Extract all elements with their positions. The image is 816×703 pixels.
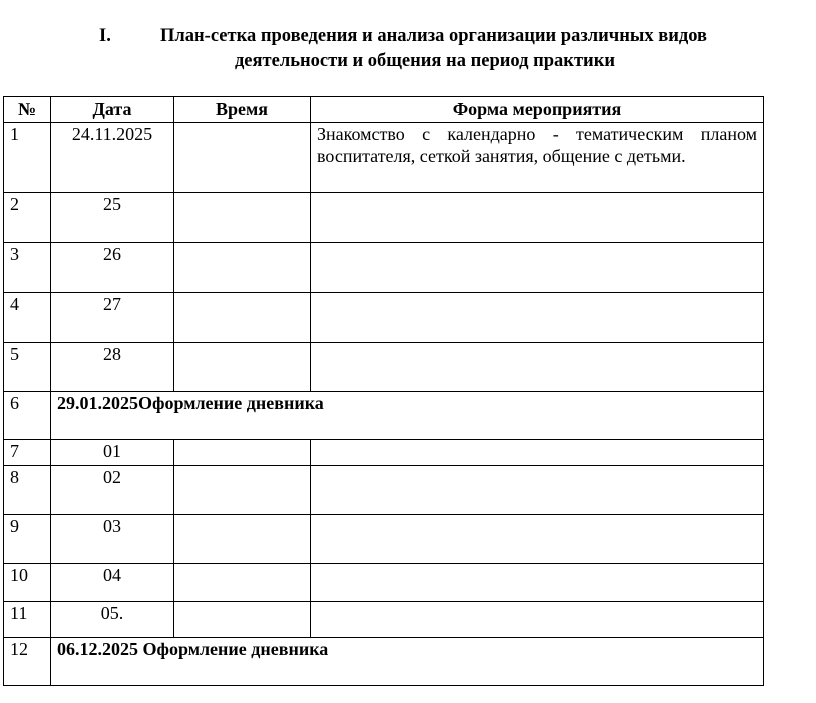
row-date: 04 [51, 564, 174, 602]
table-row [4, 638, 764, 686]
row-number: 11 [4, 602, 51, 638]
plan-table [3, 96, 764, 686]
row-number: 12 [4, 638, 51, 686]
header-date: Дата [51, 97, 174, 123]
row-time [174, 602, 311, 638]
row-activity [311, 466, 764, 515]
row-activity [311, 602, 764, 638]
table-row [4, 564, 764, 602]
row-activity [311, 193, 764, 243]
heading-line-1: План-сетка проведения и анализа организации различных видов [160, 26, 708, 46]
row-date: 26 [51, 243, 174, 293]
table-row [4, 392, 764, 440]
row-time [174, 243, 311, 293]
heading-number: I. [99, 26, 111, 46]
header-number: № [4, 97, 51, 123]
table-row [4, 193, 764, 243]
row-time [174, 466, 311, 515]
table-row [4, 123, 764, 193]
row-time [174, 293, 311, 343]
row-activity [311, 515, 764, 564]
row-number: 1 [4, 123, 51, 193]
row-date: 03 [51, 515, 174, 564]
row-date: 01 [51, 440, 174, 466]
header-time: Время [174, 97, 311, 123]
row-time [174, 564, 311, 602]
table-row [4, 243, 764, 293]
row-number: 8 [4, 466, 51, 515]
row-activity [311, 440, 764, 466]
table-row [4, 343, 764, 392]
row-activity: Знакомство с календарно - тематическим планом воспитателя, сеткой занятия, общение с детьми. [311, 123, 764, 193]
row-time [174, 123, 311, 193]
row-time [174, 515, 311, 564]
table-row [4, 466, 764, 515]
header-activity: Форма мероприятия [311, 97, 764, 123]
row-date: 24.11.2025 [51, 123, 174, 193]
row-number: 10 [4, 564, 51, 602]
table-row [4, 602, 764, 638]
row-date: 25 [51, 193, 174, 243]
row-number: 9 [4, 515, 51, 564]
table-header-row [4, 97, 764, 123]
row-time [174, 193, 311, 243]
table-row [4, 440, 764, 466]
row-date: 05. [51, 602, 174, 638]
table-row [4, 293, 764, 343]
row-date: 28 [51, 343, 174, 392]
row-merged-note: 06.12.2025 Оформление дневника [51, 638, 764, 686]
table-row [4, 515, 764, 564]
row-activity [311, 293, 764, 343]
heading-line-2: деятельности и общения на период практики [234, 51, 616, 71]
row-date: 27 [51, 293, 174, 343]
row-activity [311, 343, 764, 392]
row-number: 2 [4, 193, 51, 243]
row-time [174, 343, 311, 392]
row-activity [311, 243, 764, 293]
row-merged-note: 29.01.2025Оформление дневника [51, 392, 764, 440]
row-number: 3 [4, 243, 51, 293]
row-number: 7 [4, 440, 51, 466]
row-number: 6 [4, 392, 51, 440]
row-number: 5 [4, 343, 51, 392]
row-date: 02 [51, 466, 174, 515]
row-activity [311, 564, 764, 602]
row-time [174, 440, 311, 466]
row-number: 4 [4, 293, 51, 343]
